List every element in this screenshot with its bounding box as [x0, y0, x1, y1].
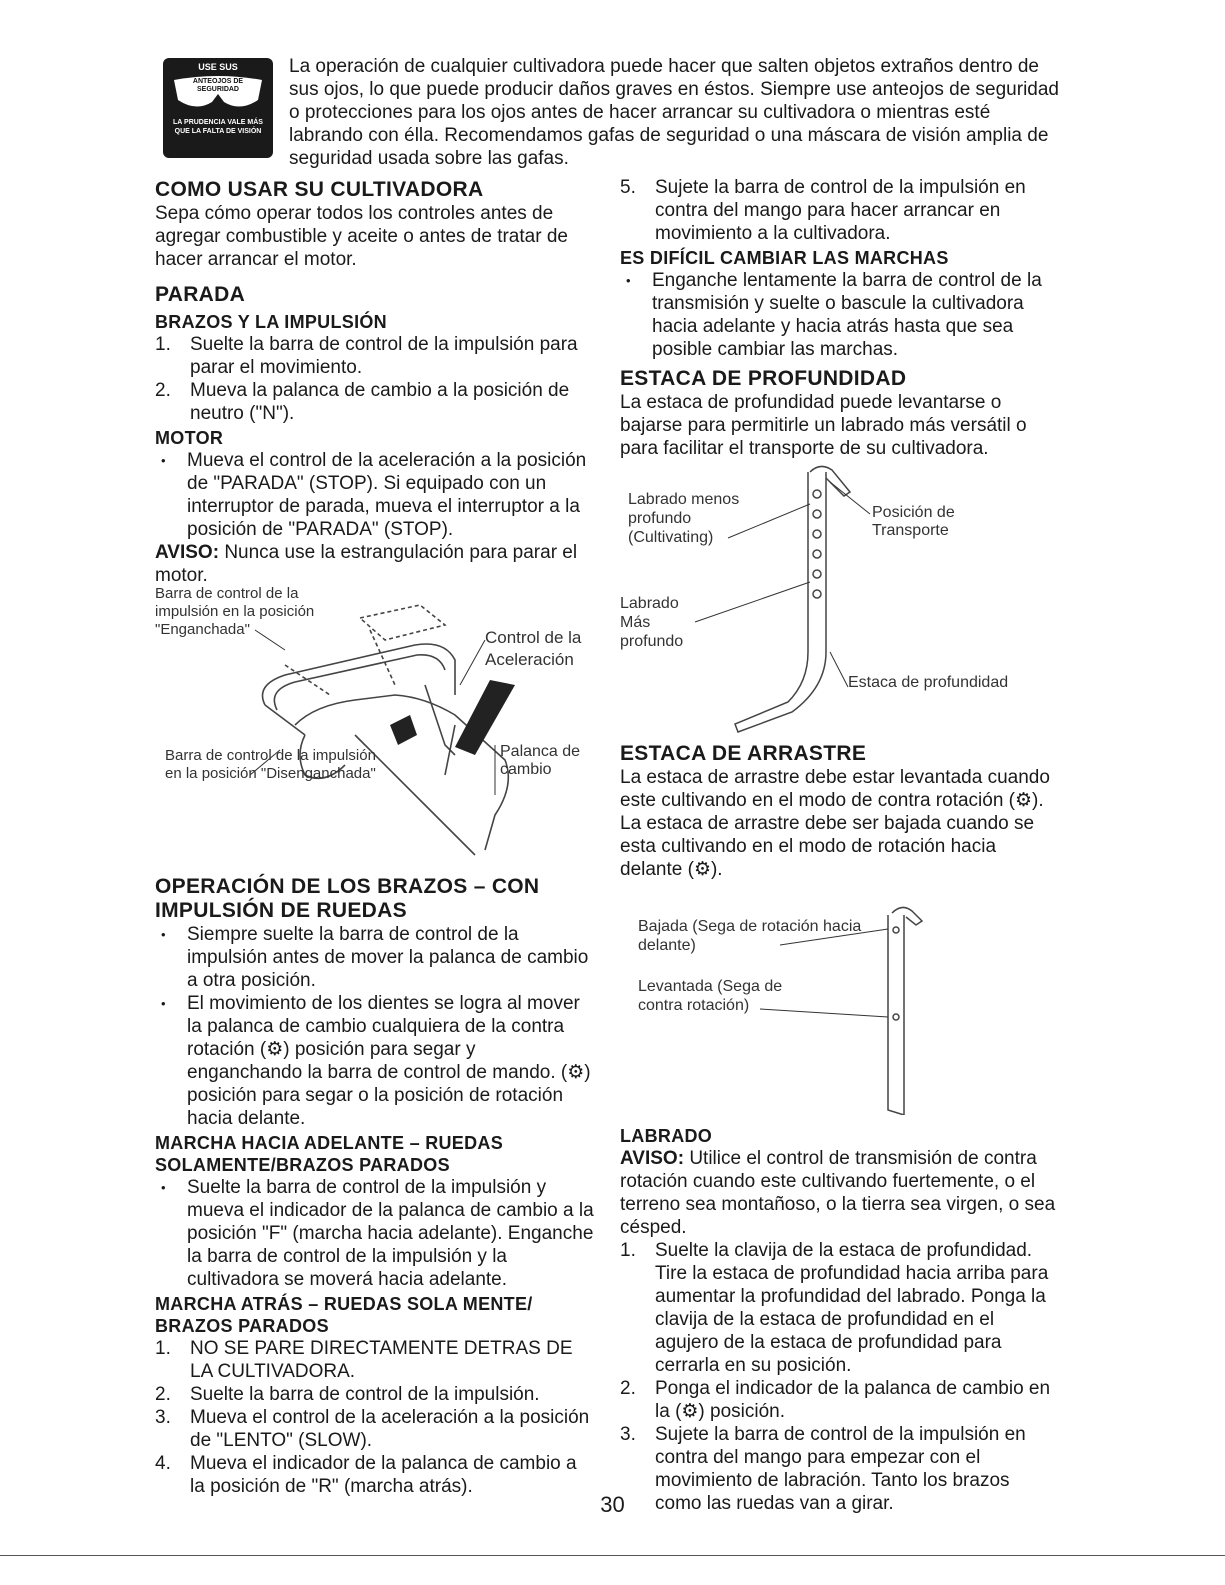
list-item: 3. Sujete la barra de control de la impulsión en contra del mango para empezar con el movimiento de labración. Tanto los brazos como las ruedas van a girar. — [620, 1424, 1026, 1514]
label-lowered: Bajada (Sega de rotación hacia delante) — [638, 918, 862, 954]
label-throttle: Control de la Aceleración — [485, 628, 582, 669]
left-column-lower — [155, 875, 595, 1498]
list-item: • Mueva el control de la aceleración a la posición de "PARADA" (STOP). Si equipado con un interruptor de parada, mueva el interruptor a la posición de "PARADA" (STOP). — [155, 449, 595, 541]
label-less-deep: Labrado menos profundo (Cultivating) — [628, 491, 740, 546]
list-item: 1. Suelte la clavija de la estaca de profundidad. Tire la estaca de profundidad hacia arriba para aumentar la profundidad del labrado. Ponga la clavija de la estaca de profundidad en el agujero de la estaca de profundidad para cerrarla en su posición. — [620, 1240, 1049, 1376]
safety-intro: La operación de cualquier cultivadora puede hacer que salten objetos extraños dentro de sus ojos, lo que puede producir daños graves en éstos. Siempre use anteojos de seguridad o protecciones para los ojos antes de hacer arrancar su cultivadora o mientras esté labrando con élla. Recomendamos gafas de seguridad o una máscara de visión amplia de seguridad usada sobre las gafas. — [289, 56, 1059, 169]
control-bar-figure — [155, 585, 595, 875]
operacion-bullets — [155, 923, 595, 1130]
depth-stake-figure — [620, 462, 1060, 737]
safety-glasses-badge — [163, 58, 273, 158]
label-depth-stake: Estaca de profundidad — [848, 674, 1009, 691]
marcha-adelante-heading: MARCHA HACIA ADELANTE – RUEDAS SOLAMENTE/BRAZOS PARADOS — [155, 1133, 504, 1175]
list-item: 2. Suelte la barra de control de la impulsión. — [155, 1384, 540, 1405]
brazos-steps — [155, 333, 595, 425]
label-more-deep: Labrado Más profundo — [620, 595, 684, 650]
list-item: 5. Sujete la barra de control de la impulsión en contra del mango para hacer arrancar en movimiento a la cultivadora. — [620, 177, 1026, 244]
estaca-profundidad-heading: ESTACA DE PROFUNDIDAD — [620, 367, 907, 390]
list-item: 2. Mueva la palanca de cambio a la posición de neutro ("N"). — [155, 380, 570, 424]
label-disengaged: Barra de control de la impulsión en la posición "Disenganchada" — [165, 747, 376, 782]
list-item: 1. NO SE PARE DIRECTAMENTE DETRAS DE LA CULTIVADORA. — [155, 1338, 573, 1382]
labrado-section — [620, 1125, 1060, 1515]
estaca-arrastre-text1: La estaca de arrastre debe estar levantada cuando este cultivando en el modo de contra rotación (⚙). — [620, 767, 1050, 811]
list-item: 4. Mueva el indicador de la palanca de cambio a la posición de "R" (marcha atrás). — [155, 1453, 577, 1497]
label-transport: Posición de Transporte — [872, 504, 955, 539]
como-usar-text: Sepa cómo operar todos los controles antes de agregar combustible y aceite o antes de tratar de hacer arrancar el motor. — [155, 203, 568, 270]
left-column — [155, 178, 595, 587]
brazos-heading: BRAZOS Y LA IMPULSIÓN — [155, 312, 387, 332]
marcha-atras-heading: MARCHA ATRÁS – RUEDAS SOLA MENTE/ BRAZOS PARADOS — [155, 1294, 533, 1336]
estaca-arrastre-section — [620, 742, 1060, 881]
estaca-arrastre-text2: La estaca de arrastre debe ser bajada cuando se esta cultivando en el modo de rotación hacia delante (⚙). — [620, 813, 1035, 880]
badge-top-text: USE SUS — [198, 62, 238, 72]
marcha-adelante-bullets — [155, 1176, 595, 1291]
dificil-bullets — [620, 269, 1060, 361]
drag-stake-figure — [620, 905, 1060, 1115]
estaca-profundidad-text: La estaca de profundidad puede levantarse o bajarse para permitirle un labrado más versátil o para facilitar el transporte de su cultivadora. — [620, 392, 1027, 459]
badge-mid-text: ANTEOJOS DE SEGURIDAD — [192, 78, 244, 93]
list-item: • Siempre suelte la barra de control de la impulsión antes de mover la palanca de cambio a otra posición. — [155, 923, 595, 992]
labrado-aviso: AVISO: Utilice el control de transmisión de contra rotación cuando este cultivando fuertemente, o el terreno sea montañoso, o la tierra sea virgen, o sea césped. — [620, 1148, 1056, 1238]
labrado-steps — [620, 1239, 1060, 1515]
list-item: • Enganche lentamente la barra de control de la transmisión y suelte o bascule la cultivadora hacia adelante y hacia atrás hasta que sea posible cambiar las marchas. — [620, 269, 1060, 361]
list-item: • El movimiento de los dientes se logra al mover la palanca de cambio cualquiera de la contra rotación (⚙) posición para segar y enganchando la barra de control de mando. (⚙) posición para segar o la posición de rotación hacia delante. — [155, 992, 595, 1130]
labrado-heading: LABRADO — [620, 1126, 713, 1146]
marcha-atras-steps — [155, 1337, 595, 1498]
step-5 — [620, 176, 1060, 245]
como-usar-heading: COMO USAR SU CULTIVADORA — [155, 178, 484, 201]
list-item: 1. Suelte la barra de control de la impulsión para parar el movimiento. — [155, 334, 578, 378]
operacion-heading: OPERACIÓN DE LOS BRAZOS – CON IMPULSIÓN DE RUEDAS — [155, 875, 540, 922]
motor-heading: MOTOR — [155, 428, 224, 448]
bottom-rule — [0, 1555, 1225, 1556]
list-item: • Suelte la barra de control de la impulsión y mueva el indicador de la palanca de cambio a la posición "F" (marcha hacia adelante). Enganche la barra de control de la impulsión y la cultivadora se moverá hacia adelante. — [155, 1176, 595, 1291]
badge-bottom-text: LA PRUDENCIA VALE MÁS QUE LA FALTA DE VISIÓN — [173, 119, 263, 135]
aviso-parada: AVISO: Nunca use la estrangulación para parar el motor. — [155, 542, 578, 586]
label-engaged: Barra de control de la impulsión en la posición "Enganchada" — [155, 585, 315, 638]
list-item: 3. Mueva el control de la aceleración a la posición de "LENTO" (SLOW). — [155, 1407, 590, 1451]
label-shift: Palanca de cambio — [500, 743, 581, 778]
label-raised: Levantada (Sega de contra rotación) — [638, 978, 783, 1014]
list-item: 2. Ponga el indicador de la palanca de cambio en la (⚙) posición. — [620, 1378, 1051, 1422]
page-number: 30 — [600, 1492, 625, 1517]
dificil-heading: ES DIFÍCIL CAMBIAR LAS MARCHAS — [620, 248, 949, 268]
motor-bullets — [155, 449, 595, 541]
right-column — [620, 176, 1060, 460]
estaca-arrastre-heading: ESTACA DE ARRASTRE — [620, 742, 867, 765]
parada-heading: PARADA — [155, 283, 246, 306]
